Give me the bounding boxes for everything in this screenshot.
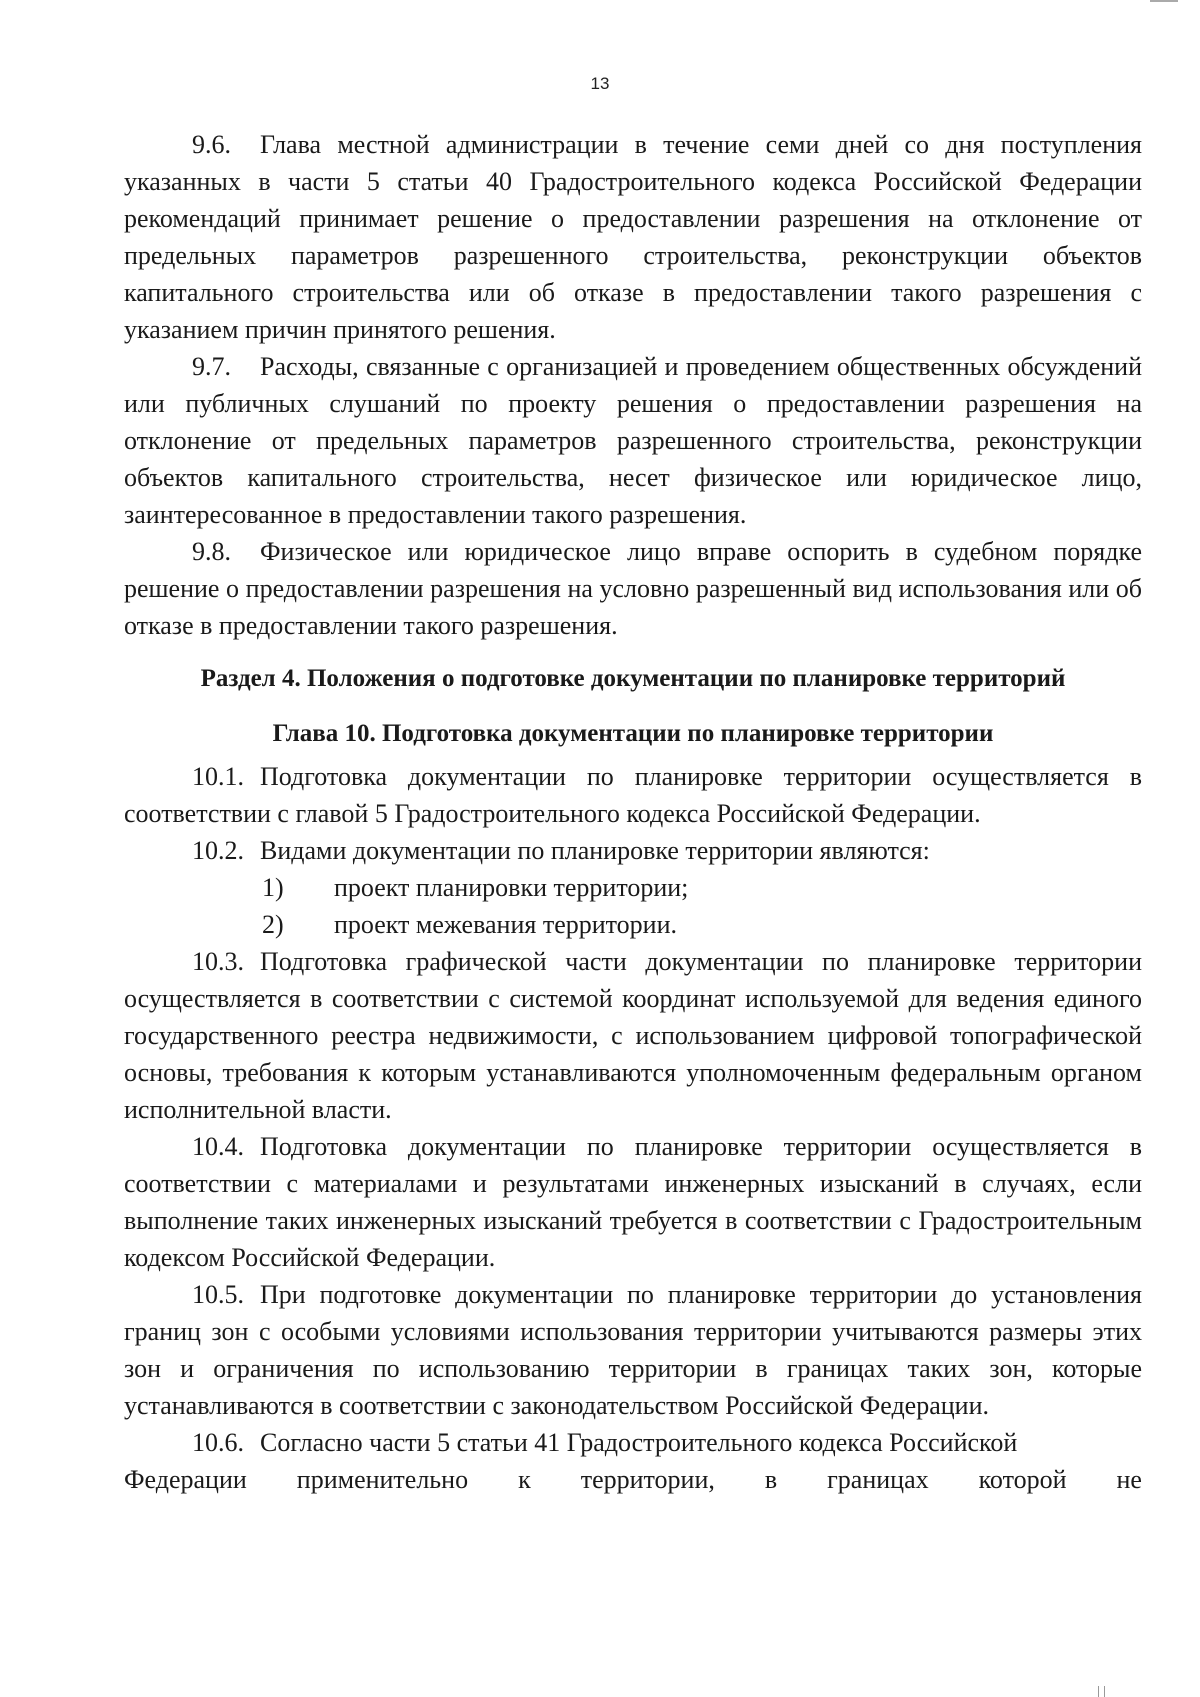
- word: к: [518, 1465, 531, 1494]
- paragraph-number: 9.7.: [192, 352, 231, 381]
- chapter-heading: Глава 10. Подготовка документации по планировке территории: [272, 720, 994, 747]
- paragraph-text: Подготовка документации по планировке территории осуществляется в соответствии с главой 5 Градостроительного кодекса Российской Федерации.: [124, 762, 1142, 828]
- paragraph-number: 9.8.: [192, 537, 231, 566]
- section-heading: Раздел 4. Положения о подготовке документации по планировке территорий: [200, 665, 1066, 692]
- paragraph-number: 10.6.: [192, 1428, 244, 1457]
- paragraph-9-6: [124, 126, 1142, 348]
- paragraph-text: Глава местной администрации в течение семи дней со дня поступления указанных в части 5 статьи 40 Градостроительного кодекса Российской Федерации рекомендаций принимает решение о предоставлении разрешения на отклонение от предельных параметров разрешенного строительства, реконструкции объектов капитального строительства или об отказе в предоставлении такого разрешения с указанием причин принятого решения.: [124, 130, 1142, 344]
- paragraph-text: При подготовке документации по планировке территории до установления границ зон с особыми условиями использования территории учитываются размеры этих зон и ограничения по использованию территории в границах таких зон, которые устанавливаются в соответствии с законодательством Российской Федерации.: [124, 1280, 1142, 1420]
- word: территории,: [580, 1465, 715, 1494]
- paragraph-10-4: [124, 1128, 1142, 1276]
- paragraph-10-6: [124, 1424, 1142, 1461]
- paragraph-9-7: [124, 348, 1142, 533]
- paragraph-text: Подготовка документации по планировке территории осуществляется в соответствии с материалами и результатами инженерных изысканий в случаях, если выполнение таких инженерных изысканий требуется в соответствии с Градостроительным кодексом Российской Федерации.: [124, 1132, 1142, 1272]
- paragraph-number: 10.4.: [192, 1132, 244, 1161]
- paragraph-10-2: [124, 832, 1142, 869]
- paragraph-10-1: [124, 758, 1142, 832]
- paragraph-10-3: [124, 943, 1142, 1128]
- paragraph-number: 9.6.: [192, 130, 231, 159]
- page-content: [124, 126, 1142, 1498]
- paragraph-text: Расходы, связанные с организацией и проведением общественных обсуждений или публичных слушаний по проекту решения о предоставлении разрешения на отклонение от предельных параметров разрешенного строительства, реконструкции объектов капитального строительства, несет физическое или юридическое лицо, заинтересованное в предоставлении такого разрешения.: [124, 352, 1142, 529]
- list-item-text: проект межевания территории.: [334, 910, 678, 939]
- scan-artifact-bottom: [1098, 1686, 1099, 1697]
- paragraph-number: 10.2.: [192, 836, 244, 865]
- word: применительно: [296, 1465, 469, 1494]
- paragraph-9-8: [124, 533, 1142, 644]
- scan-artifact-bottom: [1104, 1686, 1105, 1697]
- word: границах: [827, 1465, 929, 1494]
- list-item-text: проект планировки территории;: [334, 873, 689, 902]
- paragraph-text: Видами документации по планировке территории являются:: [260, 836, 930, 865]
- paragraph-text: Подготовка графической части документации по планировке территории осуществляется в соответствии с системой координат используемой для ведения единого государственного реестра недвижимости, с использованием цифровой топографической основы, требования к которым устанавливаются уполномоченным федеральным органом исполнительной власти.: [124, 947, 1142, 1124]
- paragraph-text: Физическое или юридическое лицо вправе оспорить в судебном порядке решение о предоставлении разрешения на условно разрешенный вид использования или об отказе в предоставлении такого разрешения.: [124, 537, 1142, 640]
- list-item: [124, 869, 1142, 906]
- paragraph-number: 10.1.: [192, 762, 244, 791]
- paragraph-10-6-last-line: [124, 1461, 1142, 1498]
- paragraph-number: 10.5.: [192, 1280, 244, 1309]
- word: в: [764, 1465, 778, 1494]
- word: не: [1116, 1465, 1142, 1494]
- list-item: [124, 906, 1142, 943]
- page-number: 13: [590, 74, 610, 93]
- paragraph-number: 10.3.: [192, 947, 244, 976]
- scan-artifact-top: [1150, 0, 1178, 2]
- word: Федерации: [124, 1465, 247, 1494]
- word: которой: [978, 1465, 1067, 1494]
- list-marker: 1): [262, 873, 284, 902]
- paragraph-text: Согласно части 5 статьи 41 Градостроительного кодекса Российской: [260, 1428, 1018, 1457]
- list-marker: 2): [262, 910, 284, 939]
- paragraph-10-5: [124, 1276, 1142, 1424]
